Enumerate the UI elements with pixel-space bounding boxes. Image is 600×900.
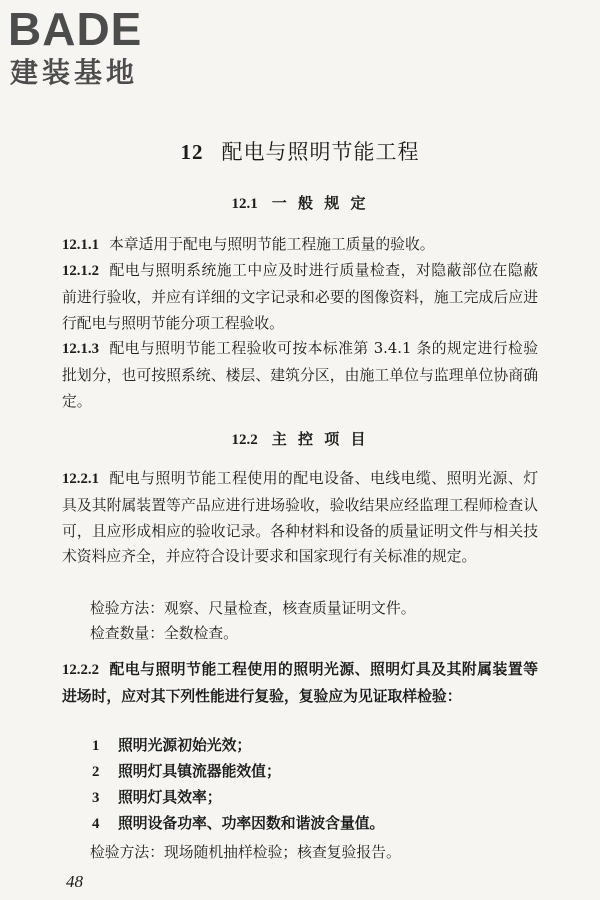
clause-number: 12.1.1	[62, 237, 99, 253]
clause-text: 配电与照明节能工程使用的照明光源、照明灯具及其附属装置等进场时，应对其下列性能进行复验，复验应为见证取样检验：	[62, 661, 538, 705]
section-title-12-2	[0, 428, 600, 451]
section-number: 12.1	[231, 196, 258, 212]
section-title-12-1	[0, 192, 600, 215]
clause-12-2-1	[62, 466, 538, 570]
list-item-number: 3	[92, 790, 100, 806]
list-item-text: 照明光源初始光效；	[118, 737, 252, 754]
inspection-quantity: 检查数量：全数检查。	[90, 625, 238, 642]
list-item-text: 照明灯具效率；	[118, 789, 222, 806]
list-item-number: 2	[92, 764, 100, 780]
list-item-number: 1	[92, 738, 100, 754]
logo	[8, 4, 173, 96]
logo-brand: BADE	[8, 3, 143, 55]
list-item	[92, 811, 384, 838]
list-item-text: 照明设备功率、功率因数和谐波含量值。	[118, 815, 385, 832]
clause-number: 12.1.3	[62, 341, 99, 357]
clause-12-2-2	[62, 657, 538, 710]
inspection-method: 检验方法：现场随机抽样检验；核查复验报告。	[90, 844, 401, 861]
clause-text: 本章适用于配电与照明节能工程施工质量的验收。	[109, 236, 435, 253]
list-item-text: 照明灯具镇流器能效值；	[118, 763, 281, 780]
list-item-number: 4	[92, 816, 100, 832]
logo-subtitle: 建装基地	[10, 56, 139, 89]
section-title-text: 主 控 项 目	[271, 430, 369, 448]
chapter-number: 12	[180, 140, 204, 164]
clause-12-1-3	[62, 336, 538, 414]
clause-text: 配电与照明系统施工中应及时进行质量检查，对隐蔽部位在隐蔽前进行验收，并应有详细的文字记录和必要的图像资料，施工完成后应进行配电与照明节能分项工程验收。	[62, 262, 538, 332]
inspection-method: 检验方法：观察、尺量检查，核查质量证明文件。	[90, 600, 416, 617]
list-item	[92, 785, 222, 812]
section-number: 12.2	[231, 432, 258, 448]
chapter-title	[0, 138, 600, 166]
clause-12-1-1	[62, 232, 538, 259]
clause-number: 12.2.1	[62, 471, 99, 487]
clause-12-1-2	[62, 258, 538, 336]
list-item	[92, 733, 251, 760]
section-title-text: 一 般 规 定	[271, 194, 369, 212]
clause-number: 12.2.2	[62, 662, 99, 678]
page-number: 48	[66, 872, 83, 891]
clause-text: 配电与照明节能工程验收可按本标准第 3.4.1 条的规定进行检验批划分，也可按照系统、楼层、建筑分区，由施工单位与监理单位协商确定。	[62, 340, 538, 410]
clause-number: 12.1.2	[62, 263, 99, 279]
clause-text: 配电与照明节能工程使用的配电设备、电线电缆、照明光源、灯具及其附属装置等产品应进行进场验收，验收结果应经监理工程师检查认可，且应形成相应的验收记录。各种材料和设备的质量证明文件与相关技术资料应齐全，并应符合设计要求和国家现行有关标准的规定。	[62, 470, 538, 566]
chapter-title-text: 配电与照明节能工程	[221, 140, 420, 164]
list-item	[92, 759, 281, 786]
